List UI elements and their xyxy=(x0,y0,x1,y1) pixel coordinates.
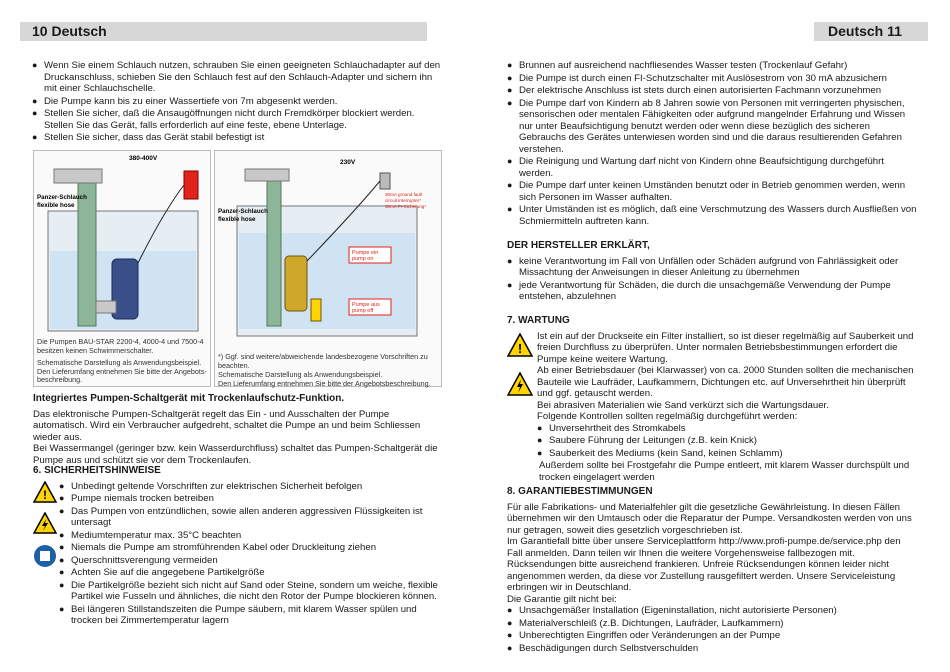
right-top-bullets xyxy=(507,60,917,228)
hose-label: Panzer-Schlauch xyxy=(37,194,87,201)
voltage-label: 380-400V xyxy=(129,155,158,162)
manufacturer-section xyxy=(507,240,917,304)
list-item: ● Mediumtemperatur max. 35°C beachten xyxy=(59,529,242,541)
safety-icons xyxy=(33,481,59,572)
pump-on-label: Pumpe ein xyxy=(352,250,379,256)
left-top-bullets xyxy=(32,60,442,145)
list-item: ● Die Pumpe darf unter keinen Umständen benutzt oder in Betrieb genommen werden, wenn sich Personen im Wasser aufhalten. xyxy=(507,180,906,203)
svg-text:30mA ground fault: 30mA ground fault xyxy=(385,192,423,197)
hose-label-en: flexible hose xyxy=(37,202,75,209)
list-item: ● Unsachgemäßer Installation (Eigeninstallation, nicht autorisierte Personen) xyxy=(507,605,837,616)
list-item: ● Der elektrische Anschluss ist stets durch einen autorisierten Fachmann vorzunehmen xyxy=(507,85,882,96)
list-item: ● Materialverschleiß (z.B. Dichtungen, Laufräder, Laufkammern) xyxy=(507,617,784,629)
maintenance-section: 7. WARTUNG ! Ist ein auf der Druckseite ein Filter installiert, so ist dieser regelmäßig auf Sauberkeit und freien Durchfluss zu überprüfen. Unter normalen Betriebsbestimmungen erfordert die Pumpe keine weitere Wartung. Ab einer Betriebsdauer (bei Klarwasser) von ca. 2000 Stunden sollten die mechanischen Bauteile wie Laufräder, Laufkammern, Dichtungen etc. auf Unversehrtheit hin überprüft und ggf. getauscht werden. Bei abrasiven Materialien wie Sand verkürzt sich die Wartungsdauer. Folgende Kontrollen sollten regelmäßig durchgeführt werden: ● Unversehrtheit des Stromkabels ● Saubere Führung der Leitungen (z.B. kein Knick) ● Sauberkeit des Mediums (kein Sand, keinen Schlamm) Außerdem sollte bei Frostgefahr die Pumpe entleert, mit klarem Wasser durchspült und trocken eingelagert werden xyxy=(507,315,917,483)
electric-hazard-icon xyxy=(33,512,57,534)
section-title: 7. WARTUNG xyxy=(507,315,570,326)
figure-caption: Die Pumpen BAU-STAR 2200-4, 4000-4 und 7500-4 besitzen keinen Schwimmerschalter. Schematische Darstellung als Anwendungsbeispiel. Den Lieferumfang entnehmen Sie bitte der Angebots- beschreibung. xyxy=(37,337,207,385)
figure-pump-drainage xyxy=(33,150,211,387)
warning-triangle-icon xyxy=(507,333,533,357)
list-item: ● Unversehrtheit des Stromkabels xyxy=(537,422,686,434)
list-item: ● Wenn Sie einem Schlauch nutzen, schrauben Sie einen geeigneten Schlauchadapter auf den Druckanschluss, schieben Sie den Schlauch fest auf den Schlauch-Adapter und sichern ihn mit einer Schlauchschelle. xyxy=(32,60,441,94)
svg-text:!: ! xyxy=(43,487,47,502)
list-item: ● Sauberkeit des Mediums (kein Sand, keinen Schlamm) xyxy=(537,447,783,459)
hose-label: Panzer-Schlauch xyxy=(218,208,268,215)
section-title: Integriertes Pumpen-Schaltgerät mit Trockenlaufschutz-Funktion. xyxy=(33,393,345,404)
right-page xyxy=(475,0,950,672)
svg-text:pump off: pump off xyxy=(352,308,374,314)
svg-text:pump on: pump on xyxy=(352,256,374,262)
manual-info-icon xyxy=(33,544,57,568)
section-title: DER HERSTELLER ERKLÄRT, xyxy=(507,240,650,251)
warning-triangle-icon xyxy=(33,481,57,503)
right-page-header: Deutsch 11 xyxy=(814,22,928,41)
safety-section xyxy=(33,465,443,628)
list-item: ● Die Reinigung und Wartung darf nicht von Kindern ohne Beaufsichtigung durchgeführt werden. xyxy=(507,156,884,179)
warranty-section: 8. GARANTIEBESTIMMUNGEN Für alle Fabrikations- und Materialfehler gilt die gesetzliche Gewährleistung. In diesen Fällen übernehmen wir den Umtausch oder die Reparatur der Pumpe. Versandkosten werden von uns nur getragen, soweit dies gesetzlich vorgeschrieben ist. Im Garantiefall bitte über unsere Serviceplattform http://www.profi-pumpe.de/service.php den Fall anmelden. Dann teilen wir Ihnen die weitere Vorgehensweise fallbezogen mit. Rücksendungen bitte ausreichend frankieren. Unfreie Rücksendungen können leider nicht angenommen werden, da diese vor Zustellung rausgefiltert werden. Unsere Serviceleistung erbringen wir in Deutschland. Die Garantie gilt nicht bei: ● Unsachgemäßer Installation (Eigeninstallation, nicht autorisierte Personen) ● Materialverschleiß (z.B. Dichtungen, Laufräder, Laufkammern) ● Unberechtigten Eingriffen oder Veränderungen an der Pumpe ● Beschädigungen durch Selbstverschulden xyxy=(507,486,917,655)
list-item: ● Unter Umständen ist es möglich, daß eine Verschmutzung des Wassers durch Ausfließen von Schmiermitteln auftreten kann. xyxy=(507,204,917,227)
svg-text:circuit interrupter*: circuit interrupter* xyxy=(385,198,421,203)
figure-pump-float xyxy=(214,150,442,387)
figure-caption: *) Ggf. sind weitere/abweichende landesbezogene Vorschriften zu beachten. Schematische Darstellung als Anwendungsbeispiel. Den Lieferumfang entnehmen Sie bitte der Angebotsbeschreibung. xyxy=(218,352,431,388)
pump-off-label: Pumpe aus xyxy=(352,302,380,308)
list-item: ● Beschädigungen durch Selbstverschulden xyxy=(507,642,699,654)
list-item: ● Unbedingt geltende Vorschriften zur elektrischen Sicherheit befolgen xyxy=(59,480,363,492)
list-item: ● jede Verantwortung für Schäden, die durch die unsachgemäße Verwendung der Pumpe entstehen, abzulehnen xyxy=(507,279,891,302)
section-title: 6. SICHERHEITSHINWEISE xyxy=(33,465,161,476)
hose-label-en: flexible hose xyxy=(218,216,256,223)
list-item: ● Querschnittsverengung vermeiden xyxy=(59,554,218,566)
svg-text:30mA FI-Sicherung*: 30mA FI-Sicherung* xyxy=(385,204,427,209)
list-item: ● keine Verantwortung im Fall von Unfällen oder Schäden aufgrund von Fahrlässigkeit oder Missachtung der Anweisungen in dieser Anleitung zu übernehmen xyxy=(507,255,899,278)
list-item: ● Achten Sie auf die angegebene Partikelgröße xyxy=(59,567,265,578)
list-item: ● Die Pumpe ist durch einen FI-Schutzschalter mit Auslösestrom von 30 mA abzusichern xyxy=(507,72,887,84)
list-item: ● Saubere Führung der Leitungen (z.B. kein Knick) xyxy=(537,435,757,446)
list-item: ● Niemals die Pumpe am stromführenden Kabel oder Druckleitung ziehen xyxy=(59,542,377,553)
switch-section: Integriertes Pumpen-Schaltgerät mit Trockenlaufschutz-Funktion. Das elektronische Pumpen-Schaltgerät regelt das Ein - und Ausschalten der Pumpe automatisch. Wird ein Verbraucher aufgedreht, schaltet die Pumpe an und beim Schliessen wieder aus. Bei Wassermangel (geringer bzw. kein Wasserdurchfluss) schaltet das Pumpen-Schaltgerät die Pumpe aus und schützt sie vor dem Trockenlaufen. xyxy=(33,393,443,466)
voltage-label: 230V xyxy=(340,159,356,166)
list-item: ● Pumpe niemals trocken betreiben xyxy=(59,493,214,504)
pump-illustration-2 xyxy=(215,151,441,386)
svg-text:!: ! xyxy=(517,340,523,356)
section-title: 8. GARANTIEBESTIMMUNGEN xyxy=(507,486,653,497)
list-item: ● Unberechtigten Eingriffen oder Veränderungen an der Pumpe xyxy=(507,630,781,641)
list-item: ● Die Pumpe kann bis zu einer Wassertiefe von 7m abgesenkt werden. xyxy=(32,95,338,107)
list-item: ● Bei längeren Stillstandszeiten die Pumpe säubern, mit klarem Wasser spülen und trocken bei Zimmertemperatur lagern xyxy=(59,603,417,626)
list-item: ● Das Pumpen von entzündlichen, sowie allen anderen aggressiven Flüssigkeiten ist untersagt xyxy=(59,505,423,528)
electric-hazard-icon xyxy=(507,372,533,396)
left-page-header: 10 Deutsch xyxy=(20,22,427,41)
list-item: ● Brunnen auf ausreichend nachfliesendes Wasser testen (Trockenlauf Gefahr) xyxy=(507,60,848,71)
list-item: ● Stellen Sie sicher, dass das Gerät stabil befestigt ist xyxy=(32,132,265,143)
list-item: ● Die Partikelgröße bezieht sich nicht auf Sand oder Steine, sondern um weiche, flexible Partikel wie Fusseln und ähnliches, die nicht den Rotor der Pumpe blockieren können. xyxy=(59,579,438,602)
list-item: ● Die Pumpe darf von Kindern ab 8 Jahren sowie von Personen mit verringerten physischen, sensorischen oder mentalen Fähigkeiten oder aufgrund mangelnder Erfahrung und Wissen nur unter Beaufsichtigung benutzt werden oder wenn diese bezüglich des sicheren Gebrauchs des Gerätes unterwiesen worden sind und die daraus resultierenden Gefahren verstehen. xyxy=(507,97,906,155)
list-item: ● Stellen Sie sicher, daß die Ansaugöffnungen nicht durch Fremdkörper blockiert werden. Stellen Sie das Gerät, falls erforderlich auf eine feste, ebene Unterlage. xyxy=(32,108,415,131)
